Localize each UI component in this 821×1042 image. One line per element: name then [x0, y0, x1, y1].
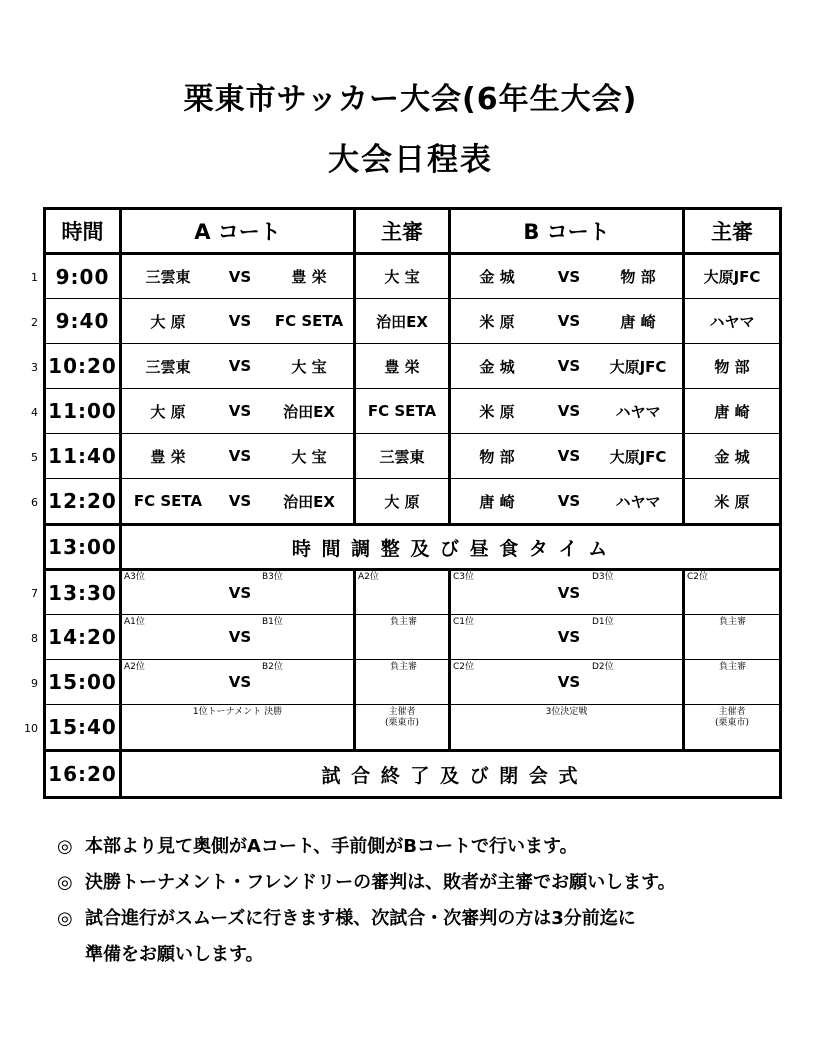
vs-label: VS: [557, 267, 581, 286]
note-text: 決勝トーナメント・フレンドリーの審判は、敗者が主審でお願いします。: [85, 872, 676, 893]
row-number: 3: [31, 361, 38, 374]
row-number: 2: [31, 316, 38, 329]
note-text: 準備をお願いします。: [85, 944, 264, 965]
referee-seed: C2位: [687, 572, 709, 582]
referee-organizer-line: 主催者: [718, 707, 746, 717]
break-label: 時 間 調 整 及 び 昼 食 タ イ ム: [291, 537, 610, 560]
team-away: 豊 栄: [291, 268, 327, 286]
table-divider: [46, 568, 779, 571]
note-item: [57, 904, 636, 930]
referee-note: 負主審: [719, 662, 747, 672]
match-time: 13:30: [48, 580, 117, 605]
referee-seed: A2位: [358, 572, 379, 582]
match-time: 15:00: [48, 670, 117, 694]
seed-label: B3位: [262, 572, 283, 582]
referee: 物 部: [714, 357, 750, 376]
team-away: 大原JFC: [609, 447, 667, 466]
schedule-table: [43, 207, 782, 799]
referee-organizer: [356, 707, 448, 729]
team-away: 治田EX: [283, 402, 335, 421]
row-number: 9: [31, 677, 38, 690]
page-subtitle: 大会日程表: [328, 142, 493, 178]
referee: 大原JFC: [703, 268, 761, 286]
vs-label: VS: [228, 267, 252, 286]
header-time: 時間: [61, 220, 104, 244]
vs-label: VS: [228, 447, 252, 465]
referee-organizer-line: (栗東市): [384, 718, 420, 728]
table-divider: [46, 704, 779, 705]
referee: 大 原: [384, 492, 420, 511]
vs-label: VS: [557, 447, 581, 465]
closing-time: 16:20: [48, 762, 117, 786]
page-title: 栗東市サッカー大会(6年生大会): [183, 82, 638, 117]
match-time: 15:40: [48, 715, 117, 739]
seed-label: A2位: [124, 662, 145, 672]
match-time: 11:00: [48, 399, 117, 423]
note-item: [85, 940, 264, 966]
table-divider: [448, 568, 451, 749]
team-away: 唐 崎: [620, 312, 656, 331]
header-referee-a: 主審: [381, 220, 423, 244]
team-home: 金 城: [479, 268, 515, 286]
team-home: 大 原: [150, 402, 186, 421]
referee: 大 宝: [384, 268, 420, 286]
note-text: 試合進行がスムーズに行きます様、次試合・次審判の方は3分前迄に: [85, 908, 636, 929]
seed-label: B1位: [262, 617, 283, 627]
team-home: 唐 崎: [479, 492, 515, 511]
row-number: 8: [31, 632, 38, 645]
match-time: 9:40: [55, 309, 110, 333]
header-court-b: B コート: [523, 220, 610, 244]
seed-label: A1位: [124, 617, 145, 627]
vs-label: VS: [557, 312, 581, 330]
referee-organizer-line: 主催者: [388, 707, 416, 717]
referee-organizer: [685, 707, 779, 729]
match-time: 14:20: [48, 625, 117, 649]
vs-label: VS: [228, 673, 252, 691]
seed-label: B2位: [262, 662, 283, 672]
vs-label: VS: [557, 673, 581, 691]
third-place-label: 3位決定戦: [545, 707, 588, 717]
referee: 豊 栄: [384, 357, 420, 376]
seed-label: C1位: [453, 617, 475, 627]
row-number: 4: [31, 406, 38, 419]
vs-label: VS: [228, 492, 252, 510]
match-time: 11:40: [48, 444, 117, 468]
seed-label: D2位: [592, 662, 614, 672]
referee: 三雲東: [379, 447, 425, 466]
vs-label: VS: [228, 312, 252, 330]
vs-label: VS: [557, 492, 581, 510]
referee-organizer-line: (栗東市): [714, 718, 750, 728]
seed-label: C3位: [453, 572, 475, 582]
note-mark: ◎: [57, 836, 73, 857]
team-home: 豊 栄: [150, 447, 186, 466]
match-time: 9:00: [55, 264, 110, 289]
row-number: 6: [31, 496, 38, 509]
referee: 米 原: [714, 492, 750, 511]
team-away: 治田EX: [283, 492, 335, 511]
vs-label: VS: [228, 402, 252, 420]
team-home: 大 原: [150, 312, 186, 331]
table-divider: [46, 614, 779, 615]
vs-label: VS: [557, 402, 581, 420]
team-away: 物 部: [620, 268, 656, 286]
note-mark: ◎: [57, 872, 73, 893]
row-number: 5: [31, 451, 38, 464]
referee: 唐 崎: [714, 402, 750, 421]
row-number: 10: [24, 722, 38, 735]
seed-label: C2位: [453, 662, 475, 672]
row-number: 7: [31, 587, 38, 600]
team-away: 大 宝: [291, 357, 327, 376]
note-item: [57, 868, 676, 894]
note-text: 本部より見て奥側がAコート、手前側がBコートで行います。: [85, 836, 578, 857]
seed-label: D3位: [592, 572, 614, 582]
referee: 治田EX: [376, 312, 428, 331]
referee-note: 負主審: [719, 617, 747, 627]
header-court-a: A コート: [194, 220, 281, 244]
note-item: [57, 832, 578, 858]
team-away: 大 宝: [291, 447, 327, 466]
team-home: 米 原: [479, 402, 515, 421]
team-home: 金 城: [479, 357, 515, 376]
team-home: 三雲東: [145, 357, 191, 376]
team-home: 三雲東: [145, 268, 191, 286]
seed-label: D1位: [592, 617, 614, 627]
table-divider: [46, 659, 779, 660]
team-home: 米 原: [479, 312, 515, 331]
match-time: 12:20: [48, 489, 117, 513]
referee-note: 負主審: [390, 617, 418, 627]
final-label: 1位トーナメント 決勝: [192, 707, 283, 717]
row-number: 1: [31, 271, 38, 284]
vs-label: VS: [557, 628, 581, 646]
referee: 金 城: [714, 447, 750, 466]
team-away: 大原JFC: [609, 357, 667, 376]
vs-label: VS: [557, 357, 581, 375]
team-home: FC SETA: [133, 492, 203, 510]
table-divider: [448, 210, 451, 523]
referee-note: 負主審: [390, 662, 418, 672]
closing-label: 試 合 終 了 及 び 閉 会 式: [321, 764, 580, 787]
vs-label: VS: [228, 583, 252, 602]
match-time: 10:20: [48, 354, 117, 378]
team-away: ハヤマ: [615, 492, 661, 511]
referee: ハヤマ: [709, 312, 755, 331]
team-away: FC SETA: [274, 312, 344, 330]
referee: FC SETA: [367, 402, 437, 420]
team-away: ハヤマ: [615, 402, 661, 421]
header-referee-b: 主審: [711, 220, 753, 244]
seed-label: A3位: [124, 572, 145, 582]
team-home: 物 部: [479, 447, 515, 466]
vs-label: VS: [557, 583, 581, 602]
note-mark: ◎: [57, 908, 73, 929]
break-time: 13:00: [48, 535, 117, 559]
vs-label: VS: [228, 628, 252, 646]
vs-label: VS: [228, 357, 252, 375]
